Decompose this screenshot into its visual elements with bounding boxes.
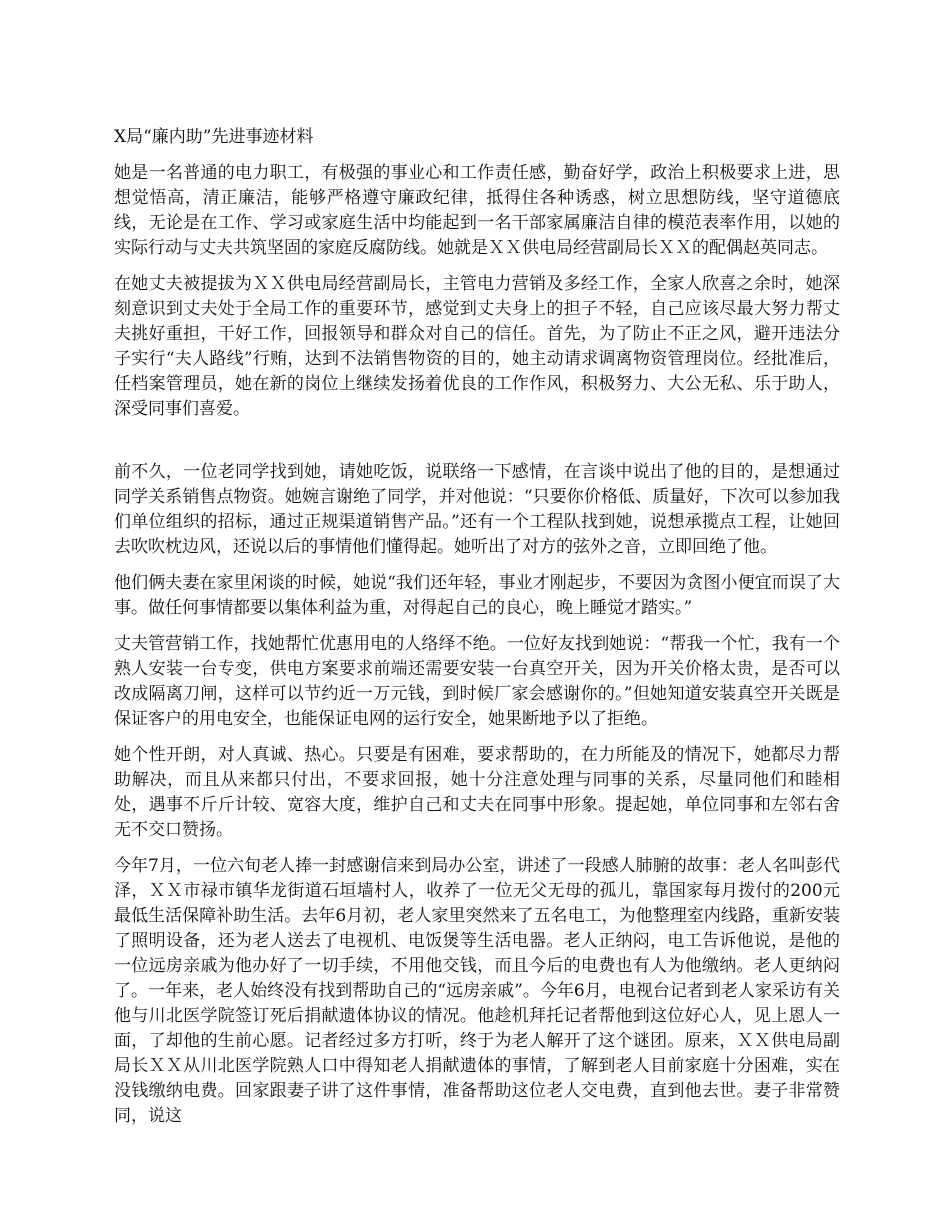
section-gap	[114, 433, 840, 460]
paragraph-home-talk: 他们俩夫妻在家里闲谈的时候，她说“我们还年轻，事业才刚起步，不要因为贪图小便宜而误了大事。做任何事情都要以集体利益为重，对得起自己的良心，晚上睡觉才踏实。”	[114, 573, 840, 618]
paragraph-personality: 她个性开朗，对人真诚、热心。只要是有困难，要求帮助的，在力所能及的情况下，她都尽力帮助解决，而且从来都只付出，不要求回报，她十分注意处理与同事的关系，尽量同他们和睦相处，遇事不斤斤计较、宽容大度，维护自己和丈夫在同事中形象。提起她，单位同事和左邻右舍无不交口赞扬。	[114, 745, 840, 840]
paragraph-intro: 她是一名普通的电力职工，有极强的事业心和工作责任感，勤奋好学，政治上积极要求上进，思想觉悟高，清正廉洁，能够严格遵守廉政纪律，抵得住各种诱惑，树立思想防线，坚守道德底线，无论是在工作、学习或家庭生活中均能起到一名干部家属廉洁自律的模范表率作用，以她的实际行动与丈夫共筑坚固的家庭反腐防线。她就是ＸＸ供电局经营副局长ＸＸ的配偶赵英同志。	[114, 163, 840, 258]
document-title: X局“廉内助”先进事迹材料	[114, 127, 314, 147]
paragraph-thank-you-letter: 今年7月，一位六旬老人捧一封感谢信来到局办公室，讲述了一段感人肺腑的故事：老人名叫彭代泽，ＸＸ市禄市镇华龙街道石垣墙村人，收养了一位无父无母的孤儿，靠国家每月拨付的200元最低生活保障补助生活。去年6月初，老人家里突然来了五名电工，为他整理室内线路，重新安装了照明设备，还为老人送去了电视机、电饭煲等生活电器。老人正纳闷，电工告诉他说，是他的一位远房亲戚为他办好了一切手续，不用他交钱，而且今后的电费也有人为他缴纳。老人更纳闷了。一年来，老人始终没有找到帮助自己的“远房亲戚”。今年6月，电视台记者到老人家采访有关他与川北医学院签订死后捐献遗体协议的情况。他趁机拜托记者帮他到这位好心人，见上恩人一面，了却他的生前心愿。记者经过多方打听，终于为老人解开了这个谜团。原来，ＸＸ供电局副局长ＸＸ从川北医学院熟人口中得知老人捐献遗体的事情，了解到老人目前家庭十分困难，实在没钱缴纳电费。回家跟妻子讲了这件事情，准备帮助这位老人交电费，直到他去世。妻子非常赞同，说这	[114, 856, 840, 1126]
document-page	[114, 124, 840, 1140]
paragraph-friend-request: 丈夫管营销工作，找她帮忙优惠用电的人络绎不绝。一位好友找到她说：“帮我一个忙，我有一个熟人安装一台专变，供电方案要求前端还需要安装一台真空开关，因为开关价格太贵，是否可以改成隔离刀闸，这样可以节约近一万元钱，到时候厂家会感谢你的。”但她知道安装真空开关既是保证客户的用电安全，也能保证电网的运行安全，她果断地予以了拒绝。	[114, 634, 840, 729]
paragraph-husband-promotion: 在她丈夫被提拔为ＸＸ供电局经营副局长，主管电力营销及多经工作，全家人欣喜之余时，她深刻意识到丈夫处于全局工作的重要环节，感觉到丈夫身上的担子不轻，自己应该尽最大努力帮丈夫挑好重担，干好工作，回报领导和群众对自己的信任。首先，为了防止不正之风，避开违法分子实行“夫人路线”行贿，达到不法销售物资的目的，她主动请求调离物资管理岗位。经批准后，任档案管理员，她在新的岗位上继续发扬着优良的工作作风，积极努力、大公无私、乐于助人，深受同事们喜爱。	[114, 274, 840, 419]
paragraph-classmate: 前不久，一位老同学找到她，请她吃饭，说联络一下感情，在言谈中说出了他的目的，是想通过同学关系销售点物资。她婉言谢绝了同学，并对他说：“只要你价格低、质量好，下次可以参加我们单位组织的招标，通过正规渠道销售产品。”还有一个工程队找到她，说想承揽点工程，让她回去吹吹枕边风，还说以后的事情他们懂得起。她听出了对方的弦外之音，立即回绝了他。	[114, 462, 840, 557]
